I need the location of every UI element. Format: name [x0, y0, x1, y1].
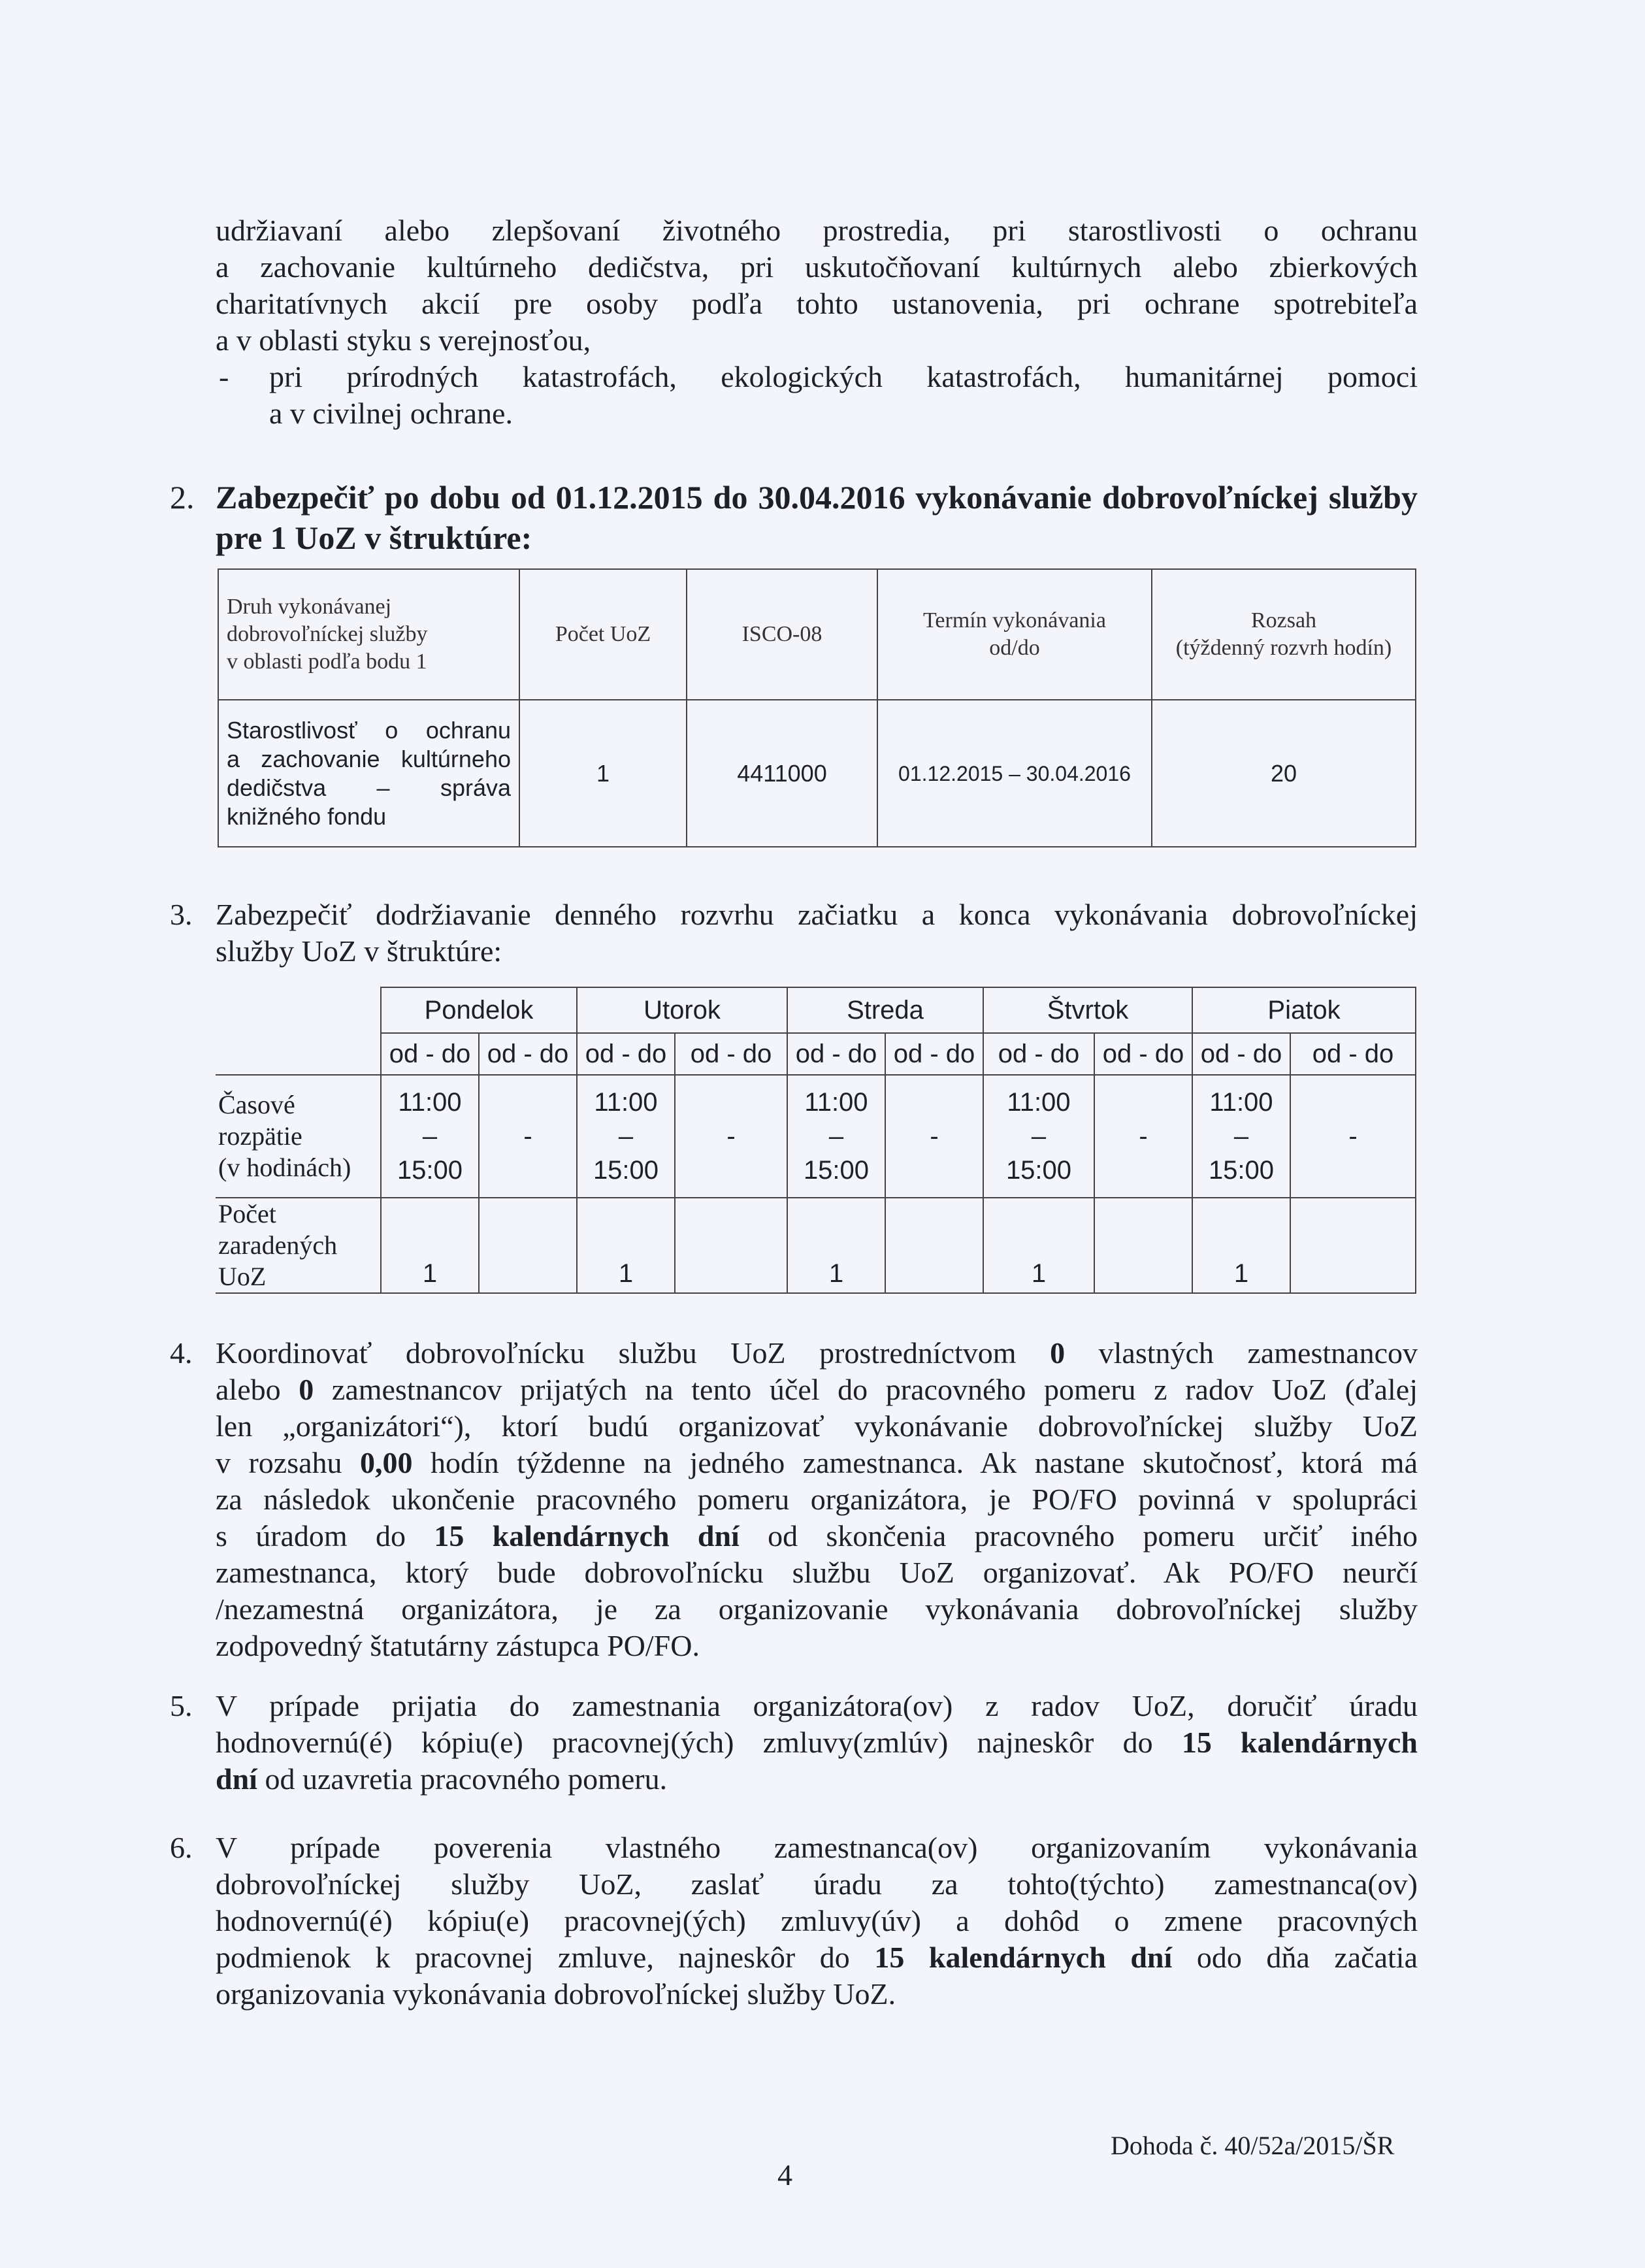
section6-line: V prípade poverenia vlastného zamestnanca(ov) organizovaním vykonávania [216, 1831, 1418, 1864]
label-text: zaradených [218, 1230, 338, 1260]
time-empty: - [1094, 1075, 1192, 1198]
row-label-pocet [216, 1198, 381, 1293]
time-dash: – [828, 1122, 844, 1151]
header-text: Termín vykonávania [923, 608, 1106, 633]
day-header: Štvrtok [983, 987, 1192, 1033]
section6-line: organizovania vykonávania dobrovoľníckej služby UoZ. [216, 1977, 896, 2011]
bold-run: 15 kalendárnych [1181, 1726, 1418, 1759]
cell-druh [218, 700, 519, 847]
section-number: 2. [170, 479, 195, 516]
service-table [218, 568, 1416, 847]
section3-line: služby UoZ v štruktúre: [216, 934, 502, 968]
cell-rozsah: 20 [1152, 700, 1416, 847]
count-empty [1094, 1198, 1192, 1293]
header-text: Druh vykonávanej [227, 595, 392, 619]
bold-run: 15 kalendárnych dní [874, 1941, 1173, 1974]
time-empty: - [1290, 1075, 1416, 1198]
subheader: od - do [1094, 1033, 1192, 1075]
label-text: Počet [218, 1199, 276, 1228]
section4-text [216, 1335, 1418, 1664]
time-to: 15:00 [593, 1156, 659, 1185]
subheader: od - do [1290, 1033, 1416, 1075]
text-run: podmienok k pracovnej zmluve, najneskôr do [216, 1941, 875, 1974]
day-header: Utorok [577, 987, 787, 1033]
text-run: odo dňa začatia [1172, 1941, 1418, 1974]
section3-line: Zabezpečiť dodržiavanie denného rozvrhu začiatku a konca vykonávania dobrovoľníckej [216, 898, 1418, 931]
time-from: 11:00 [804, 1088, 868, 1117]
time-to: 15:00 [397, 1156, 463, 1185]
header-isco: ISCO-08 [687, 569, 877, 700]
subheader: od - do [787, 1033, 885, 1075]
time-range [1192, 1075, 1290, 1198]
section4-line [216, 1372, 1418, 1408]
cell-text: dedičstva – správa [227, 774, 511, 801]
section2-line: Zabezpečiť po dobu od 01.12.2015 do 30.04.2016 vykonávanie dobrovoľníckej služby [216, 479, 1418, 516]
bold-run: dní [216, 1762, 257, 1796]
section-number: 4. [170, 1336, 193, 1370]
text-run: Koordinovať dobrovoľnícku službu UoZ prostredníctvom [216, 1336, 1051, 1370]
section5-text [216, 1688, 1418, 1798]
label-text: (v hodinách) [218, 1153, 351, 1182]
section2-heading [216, 477, 1418, 558]
cell-text: knižného fondu [227, 802, 387, 830]
cell-termin: 01.12.2015 – 30.04.2016 [877, 700, 1152, 847]
subheader: od - do [577, 1033, 675, 1075]
day-header: Streda [787, 987, 983, 1033]
section4-line: zodpovedný štatutárny zástupca PO/FO. [216, 1629, 700, 1662]
header-rozsah [1152, 569, 1416, 700]
count-empty [675, 1198, 787, 1293]
time-range [983, 1075, 1094, 1198]
header-text: od/do [989, 636, 1040, 660]
section4-line: len „organizátori“), ktorí budú organizovať vykonávanie dobrovoľníckej služby UoZ [216, 1409, 1418, 1443]
subheader: od - do [381, 1033, 479, 1075]
day-header: Piatok [1192, 987, 1416, 1033]
page-number: 4 [777, 2158, 792, 2192]
label-text: UoZ [218, 1262, 267, 1291]
header-text: Rozsah [1250, 608, 1317, 633]
section4-line: zamestnanca, ktorý bude dobrovoľnícku službu UoZ organizovať. Ak PO/FO neurčí [216, 1556, 1418, 1589]
time-from: 11:00 [1007, 1088, 1071, 1117]
section5-line [216, 1724, 1418, 1761]
count-cell: 1 [983, 1198, 1094, 1293]
intro-line: a zachovanie kultúrneho dedičstva, pri uskutočňovaní kultúrnych alebo zbierkových [216, 250, 1418, 284]
label-text: rozpätie [218, 1121, 302, 1151]
text-run: zamestnancov prijatých na tento účel do pracovného pomeru z radov UoZ (ďalej [314, 1373, 1418, 1406]
time-to: 15:00 [1005, 1156, 1072, 1185]
text-run: v rozsahu [216, 1446, 360, 1479]
time-range [787, 1075, 885, 1198]
count-empty [1290, 1198, 1416, 1293]
text-run: alebo [216, 1373, 299, 1406]
section-number: 3. [170, 898, 193, 931]
count-empty [479, 1198, 577, 1293]
bold-run: 0 [1050, 1336, 1066, 1370]
cell-text: Starostlivosť o ochranu [227, 716, 511, 744]
count-empty [885, 1198, 983, 1293]
time-empty: - [675, 1075, 787, 1198]
section6-line: dobrovoľníckej služby UoZ, zaslať úradu za tohto(týchto) zamestnanca(ov) [216, 1867, 1418, 1901]
count-cell: 1 [577, 1198, 675, 1293]
intro-paragraph [216, 212, 1418, 359]
bold-run: 0 [299, 1373, 314, 1406]
time-from: 11:00 [398, 1088, 462, 1117]
cell-text: a zachovanie kultúrneho [227, 745, 511, 772]
time-from: 11:00 [1209, 1088, 1273, 1117]
section6-line [216, 1939, 1418, 1976]
text-run: od skončenia pracovného pomeru určiť iného [739, 1519, 1418, 1553]
document-reference: Dohoda č. 40/52a/2015/ŠR [1111, 2131, 1395, 2160]
bullet-item [269, 359, 1418, 432]
subheader: od - do [983, 1033, 1094, 1075]
section4-line [216, 1335, 1418, 1372]
section4-line: za následok ukončenie pracovného pomeru organizátora, je PO/FO povinná v spolupráci [216, 1483, 1418, 1516]
time-dash: – [618, 1122, 634, 1151]
section5-line [216, 1761, 1418, 1798]
count-cell: 1 [787, 1198, 885, 1293]
bold-run: 15 kalendárnych dní [434, 1519, 740, 1553]
time-empty: - [885, 1075, 983, 1198]
subheader: od - do [675, 1033, 787, 1075]
time-from: 11:00 [594, 1088, 658, 1117]
bullet-line: pri prírodných katastrofách, ekologických katastrofách, humanitárnej pomoci [269, 360, 1418, 393]
header-pocet: Počet UoZ [519, 569, 687, 700]
section-number: 6. [170, 1831, 193, 1864]
time-empty: - [479, 1075, 577, 1198]
section5-line: V prípade prijatia do zamestnania organizátora(ov) z radov UoZ, doručiť úradu [216, 1689, 1418, 1722]
subheader: od - do [885, 1033, 983, 1075]
intro-line: udržiavaní alebo zlepšovaní životného prostredia, pri starostlivosti o ochranu [216, 214, 1418, 247]
intro-line: charitatívnych akcií pre osoby podľa tohto ustanovenia, pri ochrane spotrebiteľa [216, 287, 1418, 320]
subheader: od - do [1192, 1033, 1290, 1075]
header-termin [877, 569, 1152, 700]
time-to: 15:00 [803, 1156, 870, 1185]
bullet-dash: - [219, 360, 229, 393]
intro-line: a v oblasti styku s verejnosťou, [216, 323, 591, 357]
header-text: (týždenný rozvrh hodín) [1175, 636, 1392, 660]
text-run: hodín týždenne na jedného zamestnanca. Ak nastane skutočnosť, ktorá má [412, 1446, 1418, 1479]
corner-cell [216, 987, 381, 1075]
cell-isco: 4411000 [687, 700, 877, 847]
count-cell: 1 [381, 1198, 479, 1293]
bullet-line: a v civilnej ochrane. [269, 397, 513, 430]
time-dash: – [1031, 1122, 1047, 1151]
time-dash: – [422, 1122, 438, 1151]
section2-line: pre 1 UoZ v štruktúre: [216, 519, 532, 556]
label-text: Časové [218, 1090, 295, 1119]
section6-line: hodnovernú(é) kópiu(e) pracovnej(ých) zmluvy(úv) a dohôd o zmene pracovných [216, 1904, 1418, 1937]
section4-line [216, 1445, 1418, 1481]
time-dash: – [1233, 1122, 1249, 1151]
bold-run: 0,00 [360, 1446, 413, 1479]
text-run: s úradom do [216, 1519, 434, 1553]
subheader: od - do [479, 1033, 577, 1075]
text-run: vlastných zamestnancov [1065, 1336, 1418, 1370]
row-label-casove [216, 1075, 381, 1198]
schedule-table [216, 987, 1416, 1294]
section4-line: /nezamestná organizátora, je za organizovanie vykonávania dobrovoľníckej služby [216, 1592, 1418, 1626]
cell-pocet: 1 [519, 700, 687, 847]
day-header: Pondelok [381, 987, 577, 1033]
text-run: hodnovernú(é) kópiu(e) pracovnej(ých) zmluvy(zmlúv) najneskôr do [216, 1726, 1182, 1759]
section-number: 5. [170, 1689, 193, 1722]
count-cell: 1 [1192, 1198, 1290, 1293]
time-to: 15:00 [1208, 1156, 1275, 1185]
header-text: v oblasti podľa bodu 1 [227, 649, 427, 674]
section6-text [216, 1830, 1418, 2013]
header-druh [218, 569, 519, 700]
time-range [577, 1075, 675, 1198]
section3-text [216, 896, 1418, 970]
time-range [381, 1075, 479, 1198]
header-text: dobrovoľníckej služby [227, 622, 428, 646]
section4-line [216, 1518, 1418, 1554]
text-run: od uzavretia pracovného pomeru. [257, 1762, 668, 1796]
